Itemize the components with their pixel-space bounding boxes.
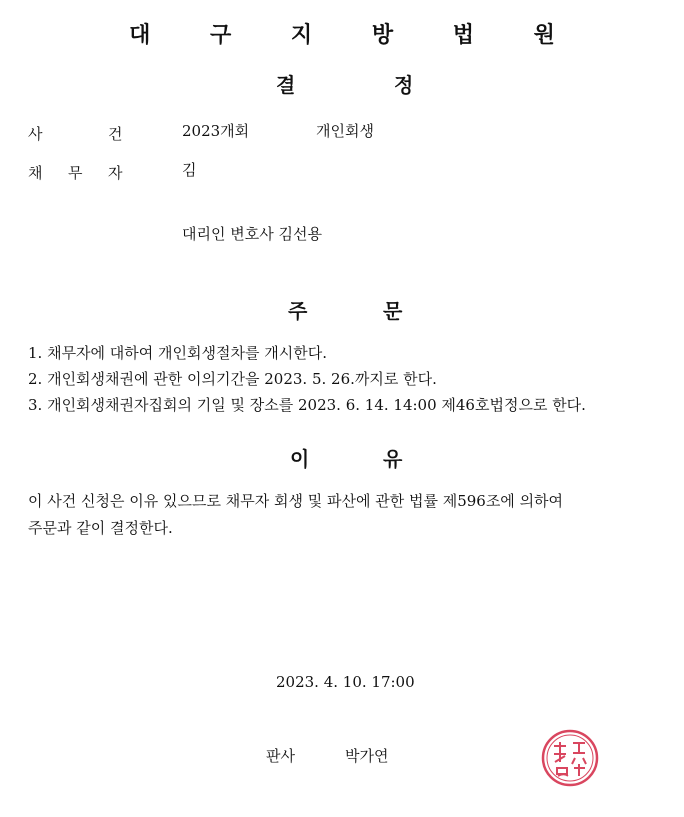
order-item: 3. 개인회생채권자집회의 기일 및 장소를 2023. 6. 14. 14:00 제46호법정으로 한다. bbox=[28, 396, 586, 414]
reason-line: 주문과 같이 결정한다. bbox=[28, 519, 173, 537]
reason-heading-right: 유 bbox=[383, 447, 403, 471]
reason-heading-left: 이 bbox=[290, 447, 310, 471]
order-heading-right: 문 bbox=[383, 299, 403, 323]
judge-name: 박가연 bbox=[345, 747, 389, 765]
decision-date: 2023. 4. 10. 17:00 bbox=[276, 673, 415, 691]
case-label-char: 건 bbox=[108, 125, 123, 143]
title-char-left: 결 bbox=[276, 73, 296, 97]
order-item: 2. 개인회생채권에 관한 이의기간을 2023. 5. 26.까지로 한다. bbox=[28, 370, 437, 388]
case-number: 2023개회 bbox=[182, 122, 250, 140]
title-char-right: 정 bbox=[394, 73, 414, 97]
reason-line: 이 사건 신청은 이유 있으므로 채무자 회생 및 파산에 관한 법률 제596조에 의하여 bbox=[28, 492, 564, 510]
debtor-name: 김 bbox=[182, 161, 197, 179]
case-type: 개인회생 bbox=[316, 122, 374, 140]
order-item: 1. 채무자에 대하여 개인회생절차를 개시한다. bbox=[28, 344, 327, 362]
debtor-label-char: 채 bbox=[28, 164, 43, 182]
agent-line: 대리인 변호사 김선용 bbox=[182, 225, 322, 243]
court-name: 대 구 지 방 법 원 bbox=[129, 23, 581, 48]
debtor-label-char: 자 bbox=[108, 164, 123, 182]
order-heading-left: 주 bbox=[288, 299, 308, 323]
case-label-char: 사 bbox=[28, 125, 43, 143]
debtor-label-char: 무 bbox=[68, 164, 83, 182]
official-seal-icon bbox=[540, 728, 600, 788]
judge-title: 판사 bbox=[266, 747, 295, 765]
